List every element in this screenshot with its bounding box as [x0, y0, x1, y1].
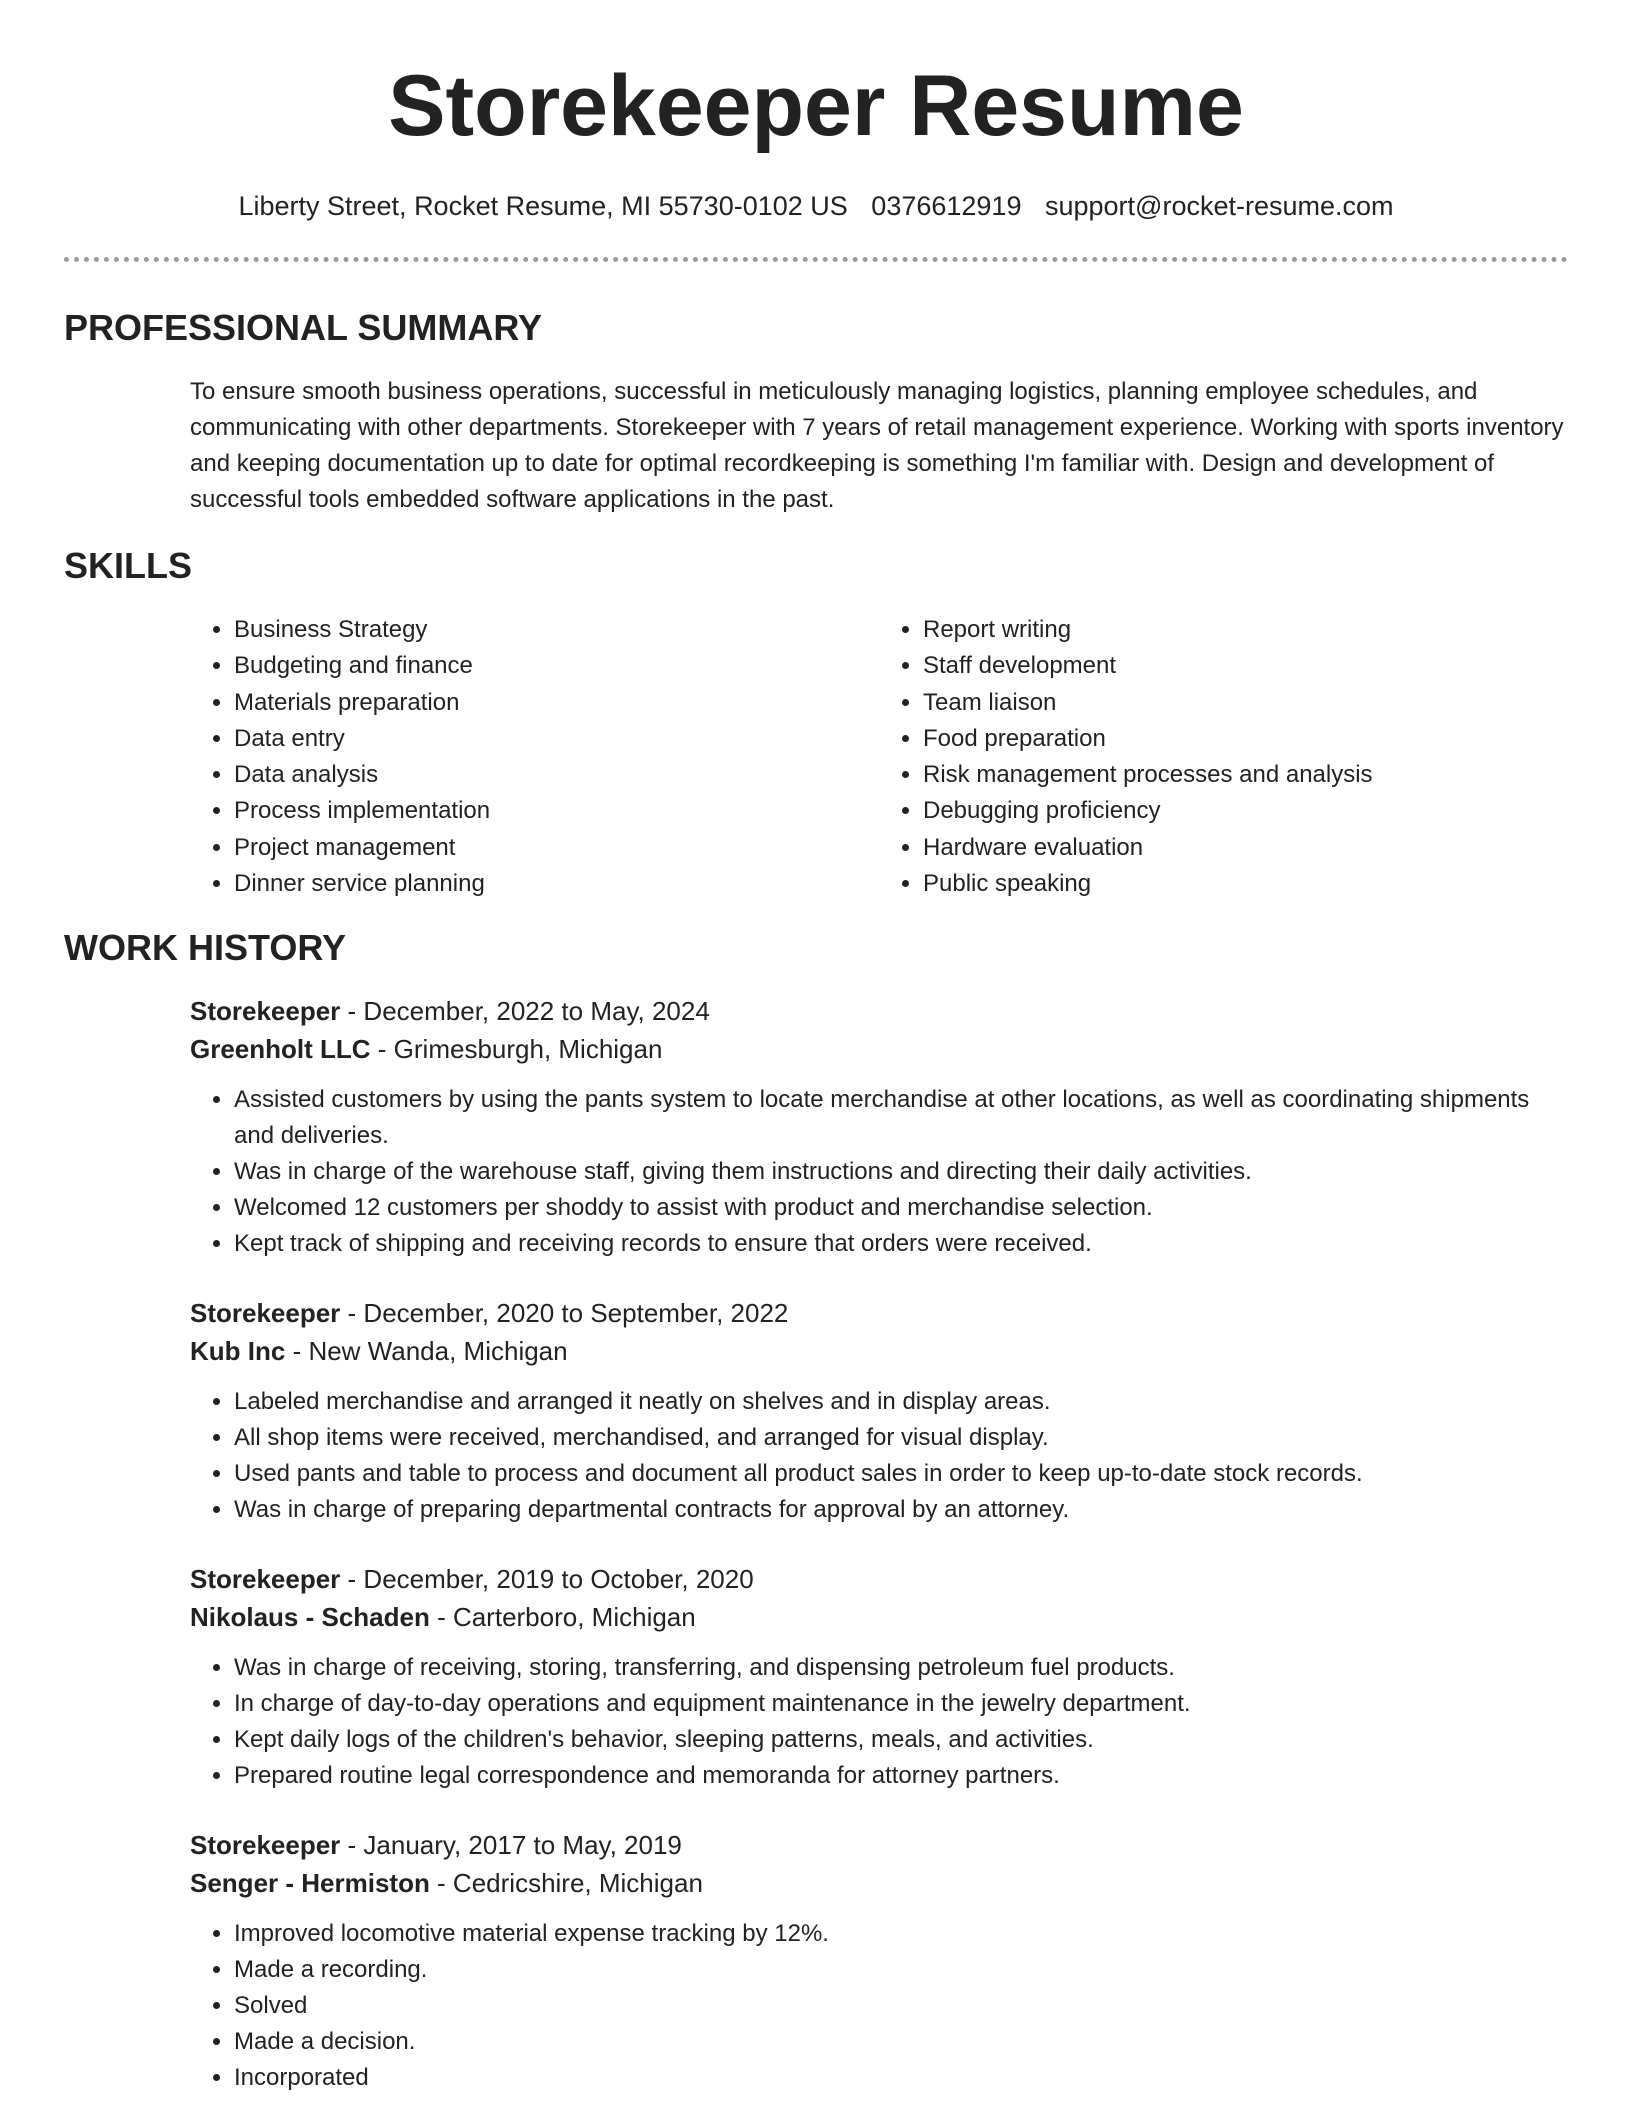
- skill-item: • Project management: [234, 830, 879, 866]
- job-entry: [190, 992, 1568, 1262]
- job-entry: [190, 1826, 1568, 2096]
- job-bullet: • Used pants and table to process and document all product sales in order to keep up-to-date stock records.: [234, 1456, 1568, 1492]
- job-bullet: • All shop items were received, merchandised, and arranged for visual display.: [234, 1420, 1568, 1456]
- job-company: Greenholt LLC: [190, 1034, 371, 1065]
- skill-item: • Public speaking: [923, 866, 1568, 902]
- skill-item: • Risk management processes and analysis: [923, 757, 1568, 793]
- job-bullets: [190, 1916, 1568, 2096]
- skill-item: • Dinner service planning: [234, 866, 879, 902]
- skill-item: • Data entry: [234, 721, 879, 757]
- job-dates: - December, 2020 to September, 2022: [340, 1298, 789, 1329]
- job-bullet: • Kept daily logs of the children's behavior, sleeping patterns, meals, and activities.: [234, 1722, 1568, 1758]
- job-bullets: [190, 1384, 1568, 1528]
- job-bullet: • Labeled merchandise and arranged it neatly on shelves and in display areas.: [234, 1384, 1568, 1420]
- job-company: Kub Inc: [190, 1336, 286, 1367]
- job-location: - Carterboro, Michigan: [429, 1602, 696, 1633]
- skills-list: [190, 612, 1568, 902]
- job-title: Storekeeper: [190, 1830, 341, 1861]
- job-title: Storekeeper: [190, 1564, 341, 1595]
- work-history-heading: WORK HISTORY: [64, 927, 347, 969]
- job-bullets: [190, 1650, 1568, 1794]
- skills-column-left: [190, 612, 879, 902]
- job-location: - Grimesburgh, Michigan: [370, 1034, 663, 1065]
- summary-heading: PROFESSIONAL SUMMARY: [64, 307, 543, 348]
- job-bullet: • Welcomed 12 customers per shoddy to assist with product and merchandise selection.: [234, 1190, 1568, 1226]
- job-company: Senger - Hermiston: [190, 1868, 430, 1899]
- phone: 0376612919: [871, 191, 1022, 221]
- job-title-line: [190, 1560, 1568, 1598]
- skills-column-right: [879, 612, 1568, 902]
- job-title: Storekeeper: [190, 1298, 341, 1329]
- job-company: Nikolaus - Schaden: [190, 1602, 430, 1633]
- skill-item: • Hardware evaluation: [923, 830, 1568, 866]
- job-title-line: [190, 1294, 1568, 1332]
- job-bullet: • Solved: [234, 1988, 1568, 2024]
- job-location: - Cedricshire, Michigan: [429, 1868, 703, 1899]
- skill-item: • Budgeting and finance: [234, 648, 879, 684]
- job-bullet: • Prepared routine legal correspondence and memoranda for attorney partners.: [234, 1758, 1568, 1794]
- skill-item: • Data analysis: [234, 757, 879, 793]
- job-bullet: • Kept track of shipping and receiving records to ensure that orders were received.: [234, 1226, 1568, 1262]
- skill-item: • Process implementation: [234, 793, 879, 829]
- job-entry: [190, 1294, 1568, 1528]
- job-title-line: [190, 1826, 1568, 1864]
- job-bullet: • Improved locomotive material expense tracking by 12%.: [234, 1916, 1568, 1952]
- job-bullets: [190, 1082, 1568, 1262]
- job-company-line: [190, 1030, 1568, 1068]
- job-dates: - January, 2017 to May, 2019: [340, 1830, 682, 1861]
- contact-line: [0, 190, 1632, 222]
- skill-item: • Team liaison: [923, 685, 1568, 721]
- job-dates: - December, 2022 to May, 2024: [340, 996, 710, 1027]
- skill-item: • Report writing: [923, 612, 1568, 648]
- skill-item: • Food preparation: [923, 721, 1568, 757]
- skill-item: • Debugging proficiency: [923, 793, 1568, 829]
- job-bullet: • Was in charge of the warehouse staff, giving them instructions and directing their daily activities.: [234, 1154, 1568, 1190]
- job-bullet: • Made a recording.: [234, 1952, 1568, 1988]
- job-dates: - December, 2019 to October, 2020: [340, 1564, 754, 1595]
- job-bullet: • Was in charge of preparing departmental contracts for approval by an attorney.: [234, 1492, 1568, 1528]
- job-bullet: • Made a decision.: [234, 2024, 1568, 2060]
- job-bullet: • Assisted customers by using the pants system to locate merchandise at other locations, as well as coordinating shipments and deliveries.: [234, 1082, 1568, 1154]
- skill-item: • Staff development: [923, 648, 1568, 684]
- job-company-line: [190, 1332, 1568, 1370]
- job-title: Storekeeper: [190, 996, 341, 1027]
- resume-title: Storekeeper Resume: [388, 58, 1244, 154]
- header-divider: [64, 257, 1568, 262]
- job-company-line: [190, 1598, 1568, 1636]
- summary-text: To ensure smooth business operations, successful in meticulously managing logistics, planning employee schedules, and communicating with other departments. Storekeeper with 7 years of retail management experience. Working with sports inventory and keeping documentation up to date for optimal recordkeeping is something I'm familiar with. Design and development of successful tools embedded software applications in the past.: [190, 378, 1564, 513]
- skills-heading: SKILLS: [64, 545, 193, 586]
- job-entry: [190, 1560, 1568, 1794]
- skill-item: • Materials preparation: [234, 685, 879, 721]
- job-bullet: • In charge of day-to-day operations and equipment maintenance in the jewelry department.: [234, 1686, 1568, 1722]
- skill-item: • Business Strategy: [234, 612, 879, 648]
- address: Liberty Street, Rocket Resume, MI 55730-0102 US: [238, 191, 848, 221]
- job-location: - New Wanda, Michigan: [285, 1336, 568, 1367]
- job-bullet: • Incorporated: [234, 2060, 1568, 2096]
- email: support@rocket-resume.com: [1044, 191, 1394, 221]
- job-company-line: [190, 1864, 1568, 1902]
- job-bullet: • Was in charge of receiving, storing, transferring, and dispensing petroleum fuel products.: [234, 1650, 1568, 1686]
- job-title-line: [190, 992, 1568, 1030]
